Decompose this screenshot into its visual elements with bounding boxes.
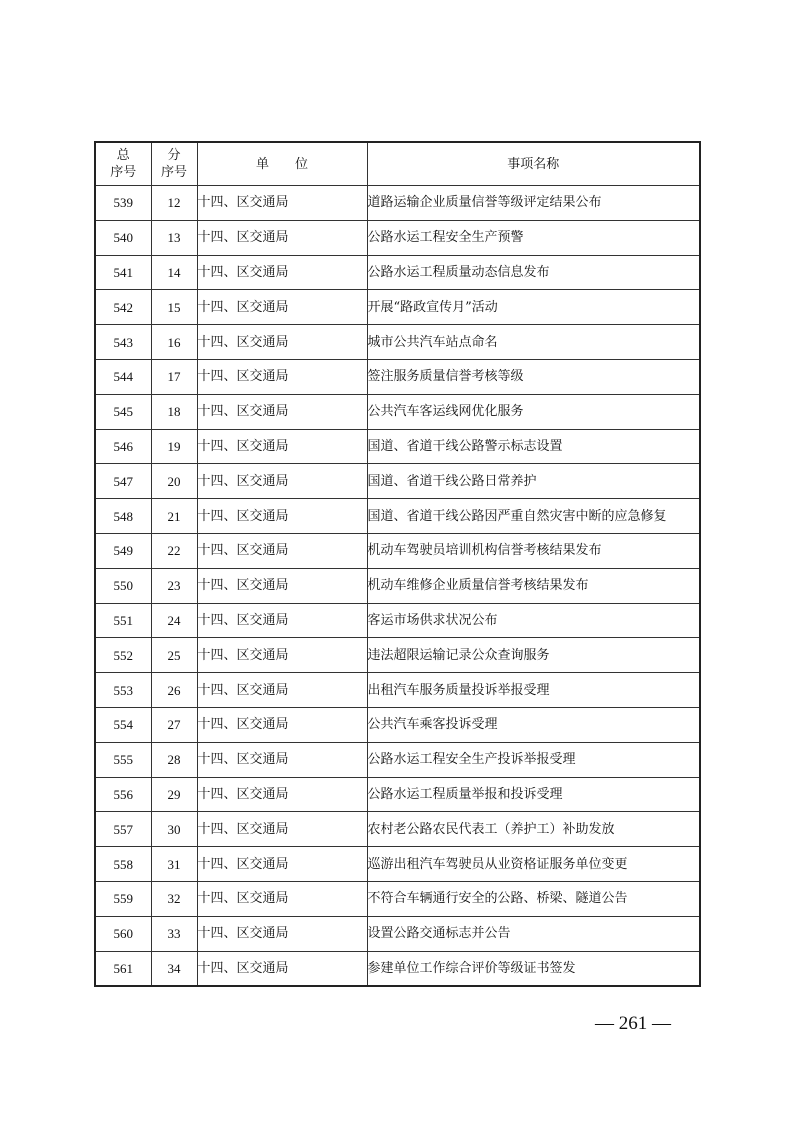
page-number: — 261 —	[595, 1013, 671, 1034]
header-sub-index-line1: 分	[167, 148, 181, 163]
cell-sub-index: 33	[151, 916, 197, 951]
cell-unit: 十四、区交通局	[197, 951, 367, 986]
cell-sub-index: 23	[151, 568, 197, 603]
table-row	[95, 603, 700, 638]
cell-total-index: 548	[95, 499, 151, 534]
cell-total-index: 546	[95, 429, 151, 464]
service-items-table	[94, 141, 701, 987]
header-item-name: 事项名称	[367, 142, 700, 186]
cell-sub-index: 32	[151, 881, 197, 916]
table-row	[95, 429, 700, 464]
cell-item-name: 公路水运工程质量动态信息发布	[367, 255, 700, 290]
header-sub-index	[151, 142, 197, 186]
cell-total-index: 540	[95, 220, 151, 255]
cell-sub-index: 25	[151, 638, 197, 673]
cell-unit: 十四、区交通局	[197, 603, 367, 638]
cell-total-index: 555	[95, 742, 151, 777]
cell-total-index: 539	[95, 186, 151, 221]
table-row	[95, 464, 700, 499]
table-row	[95, 951, 700, 986]
cell-unit: 十四、区交通局	[197, 638, 367, 673]
cell-sub-index: 29	[151, 777, 197, 812]
header-total-index	[95, 142, 151, 186]
cell-total-index: 560	[95, 916, 151, 951]
cell-unit: 十四、区交通局	[197, 255, 367, 290]
header-sub-index-line2: 序号	[160, 165, 187, 180]
cell-item-name: 客运市场供求状况公布	[367, 603, 700, 638]
cell-unit: 十四、区交通局	[197, 812, 367, 847]
table-row	[95, 359, 700, 394]
cell-item-name: 公共汽车客运线网优化服务	[367, 394, 700, 429]
header-total-index-line1: 总	[116, 148, 130, 163]
cell-unit: 十四、区交通局	[197, 707, 367, 742]
cell-sub-index: 13	[151, 220, 197, 255]
header-unit: 单 位	[197, 142, 367, 186]
cell-unit: 十四、区交通局	[197, 394, 367, 429]
cell-unit: 十四、区交通局	[197, 777, 367, 812]
cell-unit: 十四、区交通局	[197, 881, 367, 916]
table-row	[95, 916, 700, 951]
cell-total-index: 551	[95, 603, 151, 638]
table-row	[95, 638, 700, 673]
table-row	[95, 812, 700, 847]
cell-sub-index: 14	[151, 255, 197, 290]
cell-total-index: 541	[95, 255, 151, 290]
table-row	[95, 394, 700, 429]
cell-total-index: 544	[95, 359, 151, 394]
cell-item-name: 参建单位工作综合评价等级证书签发	[367, 951, 700, 986]
cell-unit: 十四、区交通局	[197, 325, 367, 360]
cell-item-name: 开展“路政宣传月”活动	[367, 290, 700, 325]
cell-item-name: 国道、省道干线公路日常养护	[367, 464, 700, 499]
cell-sub-index: 19	[151, 429, 197, 464]
table-row	[95, 777, 700, 812]
cell-item-name: 城市公共汽车站点命名	[367, 325, 700, 360]
cell-sub-index: 12	[151, 186, 197, 221]
cell-item-name: 国道、省道干线公路警示标志设置	[367, 429, 700, 464]
cell-total-index: 547	[95, 464, 151, 499]
cell-sub-index: 26	[151, 673, 197, 708]
cell-unit: 十四、区交通局	[197, 499, 367, 534]
cell-unit: 十四、区交通局	[197, 533, 367, 568]
cell-unit: 十四、区交通局	[197, 673, 367, 708]
table-row	[95, 533, 700, 568]
cell-total-index: 554	[95, 707, 151, 742]
table-row	[95, 881, 700, 916]
cell-item-name: 公路水运工程质量举报和投诉受理	[367, 777, 700, 812]
table-row	[95, 499, 700, 534]
table-row	[95, 186, 700, 221]
cell-unit: 十四、区交通局	[197, 220, 367, 255]
cell-item-name: 不符合车辆通行安全的公路、桥梁、隧道公告	[367, 881, 700, 916]
cell-sub-index: 15	[151, 290, 197, 325]
cell-item-name: 违法超限运输记录公众查询服务	[367, 638, 700, 673]
cell-sub-index: 28	[151, 742, 197, 777]
cell-sub-index: 22	[151, 533, 197, 568]
table-row	[95, 220, 700, 255]
table-header	[95, 142, 700, 186]
cell-total-index: 543	[95, 325, 151, 360]
cell-total-index: 559	[95, 881, 151, 916]
cell-item-name: 公路水运工程安全生产投诉举报受理	[367, 742, 700, 777]
cell-unit: 十四、区交通局	[197, 568, 367, 603]
cell-unit: 十四、区交通局	[197, 429, 367, 464]
cell-item-name: 机动车维修企业质量信誉考核结果发布	[367, 568, 700, 603]
table-row	[95, 255, 700, 290]
cell-item-name: 公路水运工程安全生产预警	[367, 220, 700, 255]
cell-unit: 十四、区交通局	[197, 742, 367, 777]
header-row	[95, 142, 700, 186]
cell-unit: 十四、区交通局	[197, 847, 367, 882]
cell-item-name: 机动车驾驶员培训机构信誉考核结果发布	[367, 533, 700, 568]
cell-total-index: 561	[95, 951, 151, 986]
cell-unit: 十四、区交通局	[197, 186, 367, 221]
cell-item-name: 公共汽车乘客投诉受理	[367, 707, 700, 742]
cell-sub-index: 31	[151, 847, 197, 882]
table-row	[95, 847, 700, 882]
cell-total-index: 552	[95, 638, 151, 673]
cell-unit: 十四、区交通局	[197, 359, 367, 394]
table-row	[95, 707, 700, 742]
cell-sub-index: 18	[151, 394, 197, 429]
cell-total-index: 557	[95, 812, 151, 847]
cell-sub-index: 30	[151, 812, 197, 847]
table-row	[95, 290, 700, 325]
cell-sub-index: 16	[151, 325, 197, 360]
table-body	[95, 186, 700, 987]
cell-item-name: 巡游出租汽车驾驶员从业资格证服务单位变更	[367, 847, 700, 882]
cell-total-index: 545	[95, 394, 151, 429]
cell-sub-index: 17	[151, 359, 197, 394]
cell-item-name: 出租汽车服务质量投诉举报受理	[367, 673, 700, 708]
cell-item-name: 签注服务质量信誉考核等级	[367, 359, 700, 394]
cell-unit: 十四、区交通局	[197, 290, 367, 325]
header-total-index-line2: 序号	[110, 165, 137, 180]
cell-sub-index: 24	[151, 603, 197, 638]
cell-total-index: 550	[95, 568, 151, 603]
table-row	[95, 325, 700, 360]
cell-item-name: 道路运输企业质量信誉等级评定结果公布	[367, 186, 700, 221]
cell-sub-index: 27	[151, 707, 197, 742]
cell-unit: 十四、区交通局	[197, 916, 367, 951]
cell-item-name: 国道、省道干线公路因严重自然灾害中断的应急修复	[367, 499, 700, 534]
cell-sub-index: 20	[151, 464, 197, 499]
cell-sub-index: 21	[151, 499, 197, 534]
cell-item-name: 农村老公路农民代表工（养护工）补助发放	[367, 812, 700, 847]
cell-total-index: 549	[95, 533, 151, 568]
table-row	[95, 568, 700, 603]
cell-total-index: 553	[95, 673, 151, 708]
cell-unit: 十四、区交通局	[197, 464, 367, 499]
cell-sub-index: 34	[151, 951, 197, 986]
cell-total-index: 542	[95, 290, 151, 325]
cell-item-name: 设置公路交通标志并公告	[367, 916, 700, 951]
table-row	[95, 673, 700, 708]
table-row	[95, 742, 700, 777]
cell-total-index: 556	[95, 777, 151, 812]
cell-total-index: 558	[95, 847, 151, 882]
